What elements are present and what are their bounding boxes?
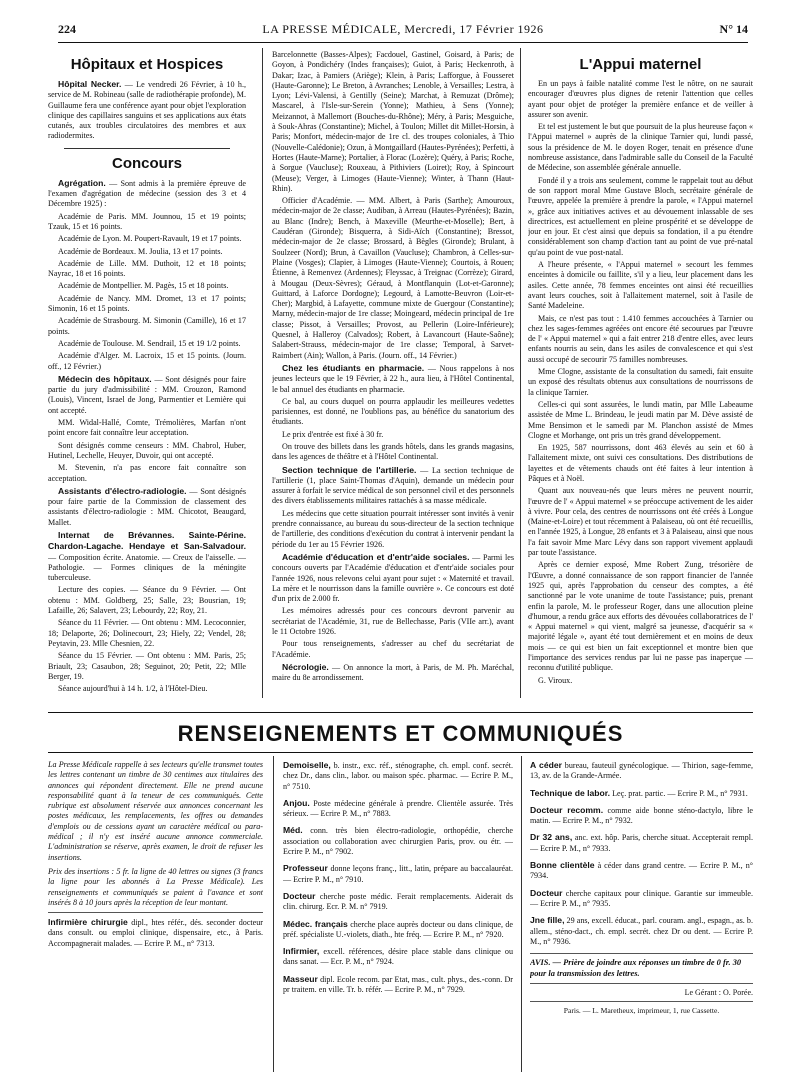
- classified-ad: Infirmière chirurgie dipl., htes référ., dés. seconder docteur dans consult. ou emploi clinique, dispensaire, etc., à Paris. Accompagnerait malades. — Ecrire P. M., n° 7313.: [48, 917, 263, 948]
- divider: [530, 1001, 753, 1002]
- paragraph: Lecture des copies. — Séance du 9 Février. — Ont obtenu : MM. Goldberg, 25; Salle, 23; Bousrian, 19; Lafaille, 26; Salavert, 23; Lebourdy, 22; Roy, 21.: [48, 585, 246, 616]
- paragraph: En 1925, 587 nourrissons, dont 463 élevés au sein et 60 à l'allaitement mixte, ont suivi ces consultations. Des distributions de layettes et de vêtements chauds ont été faites à leur intention à Pâques et à Noël.: [528, 443, 753, 483]
- news-item: Agrégation. — Sont admis à la première épreuve de l'examen d'agrégation de médecine (session des 3 et 4 Décembre 1925) :: [48, 177, 246, 209]
- journal-title: LA PRESSE MÉDICALE, Mercredi, 17 Février 1926: [262, 22, 544, 36]
- gerant-line: Le Gérant : O. Porée.: [684, 988, 753, 998]
- page-header: [58, 20, 748, 43]
- article-signature: G. Viroux.: [538, 675, 573, 685]
- article-title: L'Appui maternel: [579, 56, 702, 73]
- paragraph: Après ce dernier exposé, Mme Robert Zung, trésorière de l'Œuvre, a donné connaissance de son rapport financier de l'année 1925 qui, après l'approbation du censeur des comptes, a été sanctionné par le vote unanime de toute l'assistance; puis, prenant enfin la parole, M. le professeur Roger, dans une allocution pleine d'humour, a rendu grâce aux efforts des dévouées collaboratrices de l' « Appui maternel » qui vient, malgré sa jeunesse, d'acquérir sa « majorité légale », ayant été tout dernièrement et en moins de deux mois — ce qui est bien un fait exceptionnel et montre bien que l'importance des services rendus par lui ne passe pas inaperçue — reconnu d'utilité publique.: [528, 560, 753, 673]
- column-left: [48, 50, 246, 700]
- list-item: Académie de Lyon. M. Poupert-Ravault, 19 et 17 points.: [58, 234, 242, 244]
- divider: [48, 912, 263, 913]
- issue-number: N° 14: [719, 22, 748, 36]
- list-item: Académie de Montpellier. M. Pagès, 15 et 18 points.: [58, 281, 229, 291]
- list-item: Académie de Toulouse. M. Sendrail, 15 et 19 1/2 points.: [58, 338, 241, 348]
- paragraph: Et tel est justement le but que poursuit de la plus heureuse façon « l'Appui maternel » auprès de la clinique Tarnier qui, lundi passé, sous la présidence de M. le doyen Roger, tenait en présence d'une nombreuse assistance, dans l'admirable salle du Conseil de la Faculté de Médecine, son assemblée générale annuelle.: [528, 122, 753, 173]
- paragraph: Ce bal, au cours duquel on pourra applaudir les meilleures vedettes parisiennes, est donné, ne l'oublions pas, au bénéfice du sanatorium des étudiants.: [272, 396, 514, 427]
- classified-ad: Jne fille, 29 ans, excell. éducat., parl. couram. angl., espagn., as. b. allem., sténo-dact., ch. empl. secrét. chez Dr ou dent. — Ecrire P. M., n° 7936.: [530, 915, 753, 946]
- paragraph: M. Stevenin, n'a pas encore fait connaître son acceptation.: [48, 463, 246, 483]
- classified-ad: Docteur recomm. comme aide bonne sténo-dactylo, libre le matin. — Ecrire P. M., n° 7932.: [530, 804, 753, 826]
- communiques-left: [48, 760, 263, 1076]
- printer-line: Paris. — L. Maretheux, imprimeur, 1, rue Cassette.: [563, 1006, 720, 1016]
- pricing-notice: Prix des insertions : 5 fr. la ligne de 40 lettres ou signes (3 francs la ligne pour les abonnés à La Presse Médicale). Les renseignements et communiqués se paient à l'avance et sont insérés 8 à 10 jours après la réception de leur montant.: [48, 866, 263, 907]
- section-title-concours: Concours: [111, 154, 182, 172]
- paragraph: Mme Clogne, assistante de la consultation du samedi, fait ensuite un exposé des résultats obtenus aux consultations de nourrissons de la clinique Tarnier.: [528, 367, 753, 397]
- paragraph: Mais, ce n'est pas tout : 1.410 femmes accouchées à Tarnier ou chez les sages-femmes agréées ont encore été secourues par l'œuvre de l' « Appui maternel » qui a fait entrer 218 d'entre elles, avec leurs enfants nourris au sein, dans les asiles de convalescence et qui s'est aussi occupé de secourir 75 familles nombreuses.: [528, 313, 753, 364]
- communiques-title: RENSEIGNEMENTS ET COMMUNIQUÉS: [177, 721, 624, 746]
- divider: [530, 983, 753, 984]
- paragraph: Séance du 15 Février. — Ont obtenu : MM. Paris, 25; Briault, 23; Casaubon, 28; Seguinot, 20; Petit, 22; Mlle Berger, 19.: [48, 651, 246, 681]
- column-middle: [272, 50, 514, 700]
- column-divider: [521, 756, 522, 1072]
- paragraph: Celles-ci qui sont assurées, le lundi matin, par Mlle Labeaume assistée de Mme L. Brindeau, le jeudi matin par M. Dève assisté de Mme Bensimon et le samedi par M. Planchon assisté de Mmes Clogne et Morhange, ont pris un très grand développement.: [528, 399, 753, 440]
- list-item: Académie de Paris. MM. Jounnou, 15 et 19 points; Tzauk, 15 et 16 points.: [48, 211, 246, 231]
- paragraph: En un pays à faible natalité comme l'est le nôtre, on ne saurait encourager d'œuvres plus dignes de retenir l'attention que celles ayant pour objet de protéger la première enfance et de veiller à assurer son avenir.: [528, 79, 753, 119]
- classified-ad: Demoiselle, b. instr., exc. réf., sténographe, ch. empl. conf. secrét. chez Dr., dans clin., labor. ou maison spéc. pharmac. — Ecrire P. M., n° 7510.: [283, 760, 513, 791]
- list-item: Académie de Bordeaux. M. Joulia, 13 et 17 points.: [58, 246, 223, 256]
- list-item: Académie de Nancy. MM. Dromet, 13 et 17 points; Simonin, 16 et 15 points.: [48, 293, 246, 314]
- column-divider: [262, 48, 263, 698]
- paragraph: Séance aujourd'hui à 14 h. 1/2, à l'Hôtel-Dieu.: [58, 684, 208, 694]
- paragraph: Barcelonnette (Basses-Alpes); Facdouel, Gastinel, Goisard, à Paris; de Goyon, à Pondichéry (Indes françaises); Guiot, à Paris; Heckenroth, à Dakar; Izac, à Pamiers (Ariège); Klein, à Paris; Lafforgue, à Fousseret (Haute-Garonne); Le Breton, à Avranches; Lenoble, à Versailles; Lestra, à Lyon; Lévi-Valensi, à Gentilly (Seine); Marchat, à Remuzat (Drôme); Mascarel, à l'Isle-sur-Serein (Yonne); Mathieu, à Sens (Yonne); Meizannot, à Mallemort (Bouches-du-Rhône); Méry, à Paris; Mesguiche, à Souk-Ahras (Constantine); Michel, à Toulon; Millet dit Millet-Horsin, à Paris; Monfort, médecin-major de 1re cl. des troupes coloniales, à Thio (Nouvelle-Calédonie); Ozun, à Montgaillard (Hautes-Pyrénées); Perfetti, à Hortes (Haute-Marne); Portalier, à Florac (Lozère); Quéry, à Paris; Roche, à Sorgue (Vaucluse); Rouxeau, à Pithiviers (Loiret); Roy, à Spincourt (Meuse); Verger, à Limoges (Haute-Vienne); Winter, à Thann (Haut-Rhin).: [272, 50, 514, 193]
- column-right: [528, 50, 753, 700]
- classified-ad: Infirmier, excell. références, désire place stable dans clinique ou dans sanat. — Ecr. P. M., n° 7924.: [283, 946, 513, 967]
- communiques-middle: [283, 760, 513, 1076]
- classified-ad: Masseur dipl. Ecole recom. par Etat, mas., cult. phys., des.-conn. Dr pr traitem. en ville. Tr. b. référ. — Ecrire P. M., n° 7929.: [283, 973, 513, 995]
- classified-ad: Docteur cherche poste médic. Ferait remplacements. Aiderait ds clin. chirurg. Ecr. P. M. n° 7919.: [283, 890, 513, 912]
- avis-notice: AVIS. — Prière de joindre aux réponses un timbre de 0 fr. 30 pour la transmission des lettres.: [530, 958, 742, 978]
- paragraph: Sont désignés comme censeurs : MM. Chabrol, Huber, Hutinel, Lechelle, Heuyer, Duvoir, qui ont accepté.: [48, 440, 246, 460]
- column-divider: [520, 48, 521, 698]
- classified-ad: Dr 32 ans, anc. ext. hôp. Paris, cherche situat. Accepterait rempl. — Ecrire P. M., n° 7933.: [530, 832, 753, 853]
- list-item: Académie de Strasbourg. M. Simonin (Camille), 16 et 17 points.: [48, 316, 246, 336]
- paragraph: Les médecins que cette situation pourrait intéresser sont invités à venir prendre connaissance, au bureau du sous-directeur de la section technique de l'artillerie, des conditions d'exécution du contrat à intervenir pendant la période du 1er au 15 Février 1926.: [272, 508, 514, 549]
- classified-ad: Médec. français cherche place auprès docteur ou dans clinique, de préf. spécialiste U.-violets, diath., hte fréq. — Ecrire P. M., n° 7920.: [283, 918, 513, 939]
- news-item: Internat de Brévannes. Sainte-Périne. Chardon-Lagache. Hendaye et San-Salvadour. — Composition écrite. Anatomie. — Creux de l'aisselle. — Pathologie. — Formes cliniques de la méningite tuberculeuse.: [48, 529, 246, 583]
- classified-ad: Bonne clientèle à céder dans grand centre. — Ecrire P. M., n° 7934.: [530, 860, 753, 881]
- divider: [530, 953, 753, 954]
- paragraph: Quant aux nouveau-nés que leurs mères ne peuvent nourrir, l'œuvre de l' « Appui maternel » se préoccupe activement de les aider à vivre. Pour cela, des centres de nourrissons ont été créés à Longue (Maine-et-Loire) et tout récemment à Palaiseau, où ont été recueillis, en l'année 1925, à Longue, 28 enfants et 3 à Palaiseau, ainsi que nous l'a fait savoir Mme Marc Lévy dans son rapport vivement applaudi par toute l'assistance.: [528, 486, 753, 558]
- classified-ad: Docteur cherche capitaux pour clinique. Garantie sur immeuble. — Ecrire P. M., n° 7935.: [530, 887, 753, 908]
- news-item: Nécrologie. — On annonce la mort, à Paris, de M. Ph. Maréchal, maire du 8e arrondissement.: [272, 661, 514, 683]
- news-item: Chez les étudiants en pharmacie. — Nous rappelons à nos jeunes lecteurs que le 19 Février, à 22 h., aura lieu, à l'Hôtel Continental, le bal annuel des étudiants en pharmacie.: [272, 362, 514, 394]
- news-item: Médecin des hôpitaux. — Sont désignés pour faire partie du jury d'admissibilité : MM. Crouzon, Ramond (Louis), Vincent, Israel de Jong, Parmentier et Lemière qui ont accepté.: [48, 373, 246, 415]
- section-title-hopitaux: Hôpitaux et Hospices: [70, 56, 224, 73]
- news-item: Hôpital Necker. — Le vendredi 26 Février, à 10 h., service de M. Robineau (salle de radiothérapie profonde), M. Guillaume fera une conférence ayant pour objet l'exploration clinique des capillaires sanguins et ses applications aux états cutanés, aux troubles circulatoires des membres et aux radiodermites.: [48, 79, 246, 141]
- intro-notice: La Presse Médicale rappelle à ses lecteurs qu'elle transmet toutes les lettres contenant un timbre de 30 centimes aux titulaires des annonces qui répondent directement. Elle ne prend aucune responsabilité quant à la teneur de ces communiqués. Cette rubrique est absolument réservée aux annonces concernant les postes médicaux, les remplacements, les offres ou demandes d'emplois ou de cessions ayant un caractère médical ou para-médical ; il n'y est inséré aucune annonce commerciale. L'administration se réserve, après examen, le droit de refuser les insertions.: [48, 760, 263, 862]
- classified-ad: Anjou. Poste médecine générale à prendre. Clientèle assurée. Très sérieux. — Ecrire P. M., n° 7883.: [283, 797, 513, 819]
- page-number: 224: [58, 22, 76, 36]
- divider: [64, 148, 230, 149]
- paragraph: Officier d'Académie. — MM. Albert, à Paris (Sarthe); Amouroux, médecin-major de 2e classe; Audiban, à Arreau (Hautes-Pyrénées); Bazin, au Blanc (Indre); Bench, à Maxeville (Meurthe-et-Moselle); Bert, à Caudéran (Gironde); Bisquerra, à Sidi-Aïch (Constantine); Bressot, médecin-major de 2e classe; Brossard, à Bègles (Gironde); Brulant, à Soulzeer (Nord); Brun, à Cavaillon (Vaucluse); Chambron, à Celles-sur-Plaine (Vosges); Clapier, à Limoges (Haute-Vienne); Courtois, à Rouen; Étienne, à Remenvez (Ardennes); Fleyssac, à Treignac (Corrèze); Girard, à Mougau (Deux-Sèvres); Géraud, à Montflanquin (Lot-et-Garonne); Guittard, à Laforce Dordogne); Legourd, à Lamotte-Beuvron (Loir-et-Cher); Margbid, à Lafayette, commune mixte de Guergour (Constantine); Marny, médecin-major de 1re classe; Moingeard, médecin principal de 1re classe; Pissot, à Versailles; Provost, au Pellerin (Loire-Inférieure); Quesnel, à Halleroy (Calvados); Robert, à Lavancourt (Haute-Saône); Salabert-Strauss, médecin-major de 1re classe; Temporal, à Sarvet-Raimbert (Ain); Wallon, à Paris. (Journ. off., 14 Février.): [272, 196, 514, 360]
- paragraph: Les mémoires adressés pour ces concours devront parvenir au secrétariat de l'Académie, 31, rue de Bellechasse, Paris (VIIe arr.), avant le 11 Octobre 1926.: [272, 606, 514, 637]
- paragraph: Séance du 11 Février. — Ont obtenu : MM. Lecoconnier, 18; Delaporte, 26; Dolinecourt, 23; Hiely, 22; Vendel, 28; Peytavin, 23. Mlle Chesnien, 22.: [48, 618, 246, 648]
- paragraph: A l'heure présente, « l'Appui maternel » secourt les femmes enceintes à domicile ou faillite, s'il y a lieu, leur placement dans les asiles. Cette année, 78 femmes enceintes ont ainsi été recueillies avant leurs couches, soit à l'allaitement maternel, soit à l'asile de Santé Madeleine.: [528, 260, 753, 311]
- section-divider: [48, 712, 753, 713]
- section-divider: [48, 752, 753, 753]
- paragraph: On trouve des billets dans les grands hôtels, dans les grands magasins, dans les agences de théâtre et à l'Hôtel Continental.: [272, 441, 514, 462]
- paragraph: Pour tous renseignements, s'adresser au chef du secrétariat de l'Académie.: [272, 639, 514, 659]
- paragraph: MM. Widal-Hallé, Comte, Trémolières, Marfan n'ont point encore fait connaître leur acceptation.: [48, 418, 246, 438]
- list-item: Académie de Lille. MM. Duthoit, 12 et 18 points; Nayrac, 18 et 16 points.: [48, 258, 246, 279]
- classified-ad: A céder bureau, fauteuil gynécologique. — Thirion, sage-femme, 13, av. de la Grande-Armée.: [530, 760, 753, 781]
- news-item: Académie d'éducation et d'entr'aide sociales. — Parmi les concours ouverts par l'Académie d'éducation et d'entr'aide sociales pour l'année 1926, nous relevons celui ayant pour sujet : « Maternité et travail. La mère et le nourrisson dans la famille ouvrière ». Ce concours est doté d'un prix de 2.000 fr.: [272, 551, 514, 604]
- column-divider: [273, 756, 274, 1072]
- classified-ad: Technique de labor. Leç. prat. partic. — Ecrire P. M., n° 7931.: [530, 787, 748, 798]
- paragraph: Le prix d'entrée est fixé à 30 fr.: [282, 429, 384, 439]
- news-item: Assistants d'électro-radiologie. — Sont désignés pour faire partie de la Commission de classement des assistants d'électro-radiologie : MM. Chicotot, Beaugard, Mallet.: [48, 485, 246, 527]
- paragraph: Fondé il y a trois ans seulement, comme le rappelait tout au début de son rapport moral Mme Gustave Bloch, secrétaire générale de l'œuvre, appelée la première à prendre la parole, « l'Appui maternel », grâce aux initiatives actives et au dévouement inlassable de ses directrices, est actuellement en pleine prospérité et se développe de jour en jour. Et c'est ainsi que depuis sa fondation, il a pu étendre considérablement son champ d'action tant au point de vue pré-natal qu'au point de vue post-natal.: [528, 175, 753, 257]
- list-item: Académie d'Alger. M. Lacroix, 15 et 15 points. (Journ. off., 12 Février.): [48, 351, 246, 371]
- news-item: Section technique de l'artillerie. — La section technique de l'artillerie (1, place Saint-Thomas d'Aquin), demande un médecin pour assurer à forfait le service médical de son personnel civil et des personnels des divers établissements militaires rattachés à sa masse médicale.: [272, 464, 514, 506]
- classified-ad: Professeur donne leçons franç., litt., latin, prépare au baccalauréat. — Ecrire P. M., n° 7910.: [283, 863, 513, 884]
- communiques-right: [530, 760, 753, 1076]
- classified-ad: Méd. conn. très bien électro-radiologie, orthopédie, cherche association ou collaboration avec chirurgien Paris, prov. ou étr. — Ecrire P. M., n° 7902.: [283, 825, 513, 857]
